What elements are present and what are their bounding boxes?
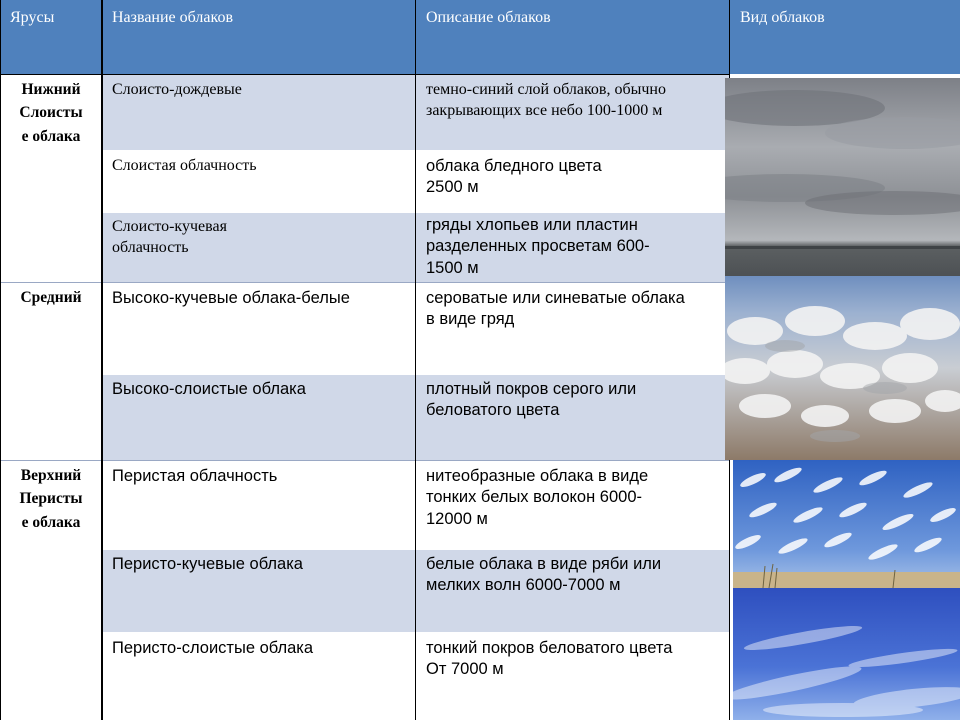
altocumulus-clouds-photo <box>725 276 960 460</box>
tier-middle: Средний <box>0 282 102 460</box>
cloud-name-cell: Слоисто-дождевые <box>102 74 416 150</box>
header-cloud-name: Название облаков <box>102 0 416 74</box>
cloud-name-cell: Перисто-кучевые облака <box>102 548 416 632</box>
cloud-desc-cell: белые облака в виде ряби или мелких волн 6000-7000 м <box>416 548 730 632</box>
header-cloud-view: Вид облаков <box>730 0 960 74</box>
tier-upper: Верхний Перисты е облака <box>0 460 102 720</box>
cloud-desc-cell: нитеобразные облака в виде тонких белых волокон 6000- 12000 м <box>416 460 730 548</box>
cloud-name-cell: Слоисто-кучевая облачность <box>102 211 416 282</box>
cloud-desc-cell: тонкий покров беловатого цвета От 7000 м <box>416 632 730 720</box>
header-cloud-description: Описание облаков <box>416 0 730 74</box>
cloud-name-cell: Перистая облачность <box>102 460 416 548</box>
stratus-clouds-photo <box>725 78 960 276</box>
cloud-desc-cell: сероватые или синеватые облака в виде гряд <box>416 282 730 373</box>
cirrostratus-clouds-photo <box>733 588 960 720</box>
cloud-desc-cell: облака бледного цвета 2500 м <box>416 150 730 211</box>
cirrocumulus-clouds-photo <box>733 460 960 588</box>
cloud-name-cell: Высоко-слоистые облака <box>102 373 416 460</box>
cloud-desc-cell: гряды хлопьев или пластин разделенных просветам 600- 1500 м <box>416 211 730 282</box>
cloud-name-cell: Слоистая облачность <box>102 150 416 211</box>
header-tiers: Ярусы <box>0 0 102 74</box>
cloud-desc-cell: плотный покров серого или беловатого цвета <box>416 373 730 460</box>
tier-lower: Нижний Слоисты е облака <box>0 74 102 282</box>
cloud-desc-cell: темно-синий слой облаков, обычно закрывающих все небо 100-1000 м <box>416 74 730 150</box>
cloud-name-cell: Перисто-слоистые облака <box>102 632 416 720</box>
cloud-name-cell: Высоко-кучевые облака-белые <box>102 282 416 373</box>
